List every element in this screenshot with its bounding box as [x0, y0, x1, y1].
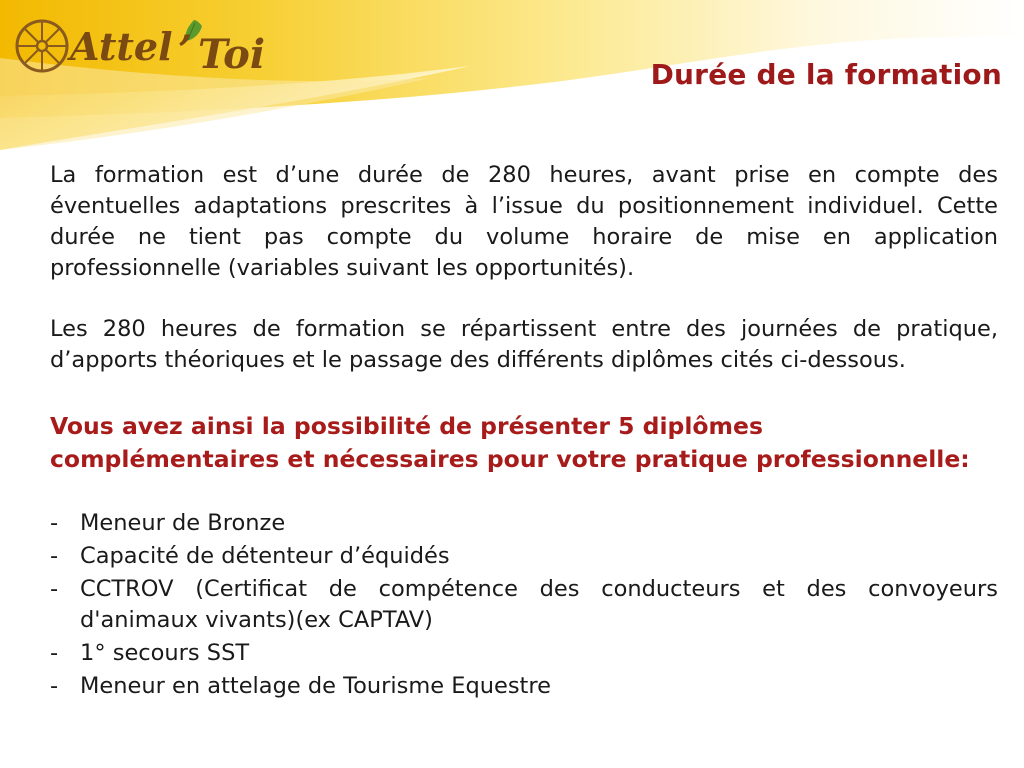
list-marker: - [50, 510, 59, 536]
page-title: Durée de la formation [650, 58, 1002, 91]
list-item-label: CCTROV (Certificat de compétence des conducteurs et des convoyeurs d'animaux vivants)(ex CAPTAV) [80, 576, 998, 633]
list-item-label: Meneur de Bronze [80, 510, 286, 536]
list-item-label: Meneur en attelage de Tourisme Equestre [80, 673, 551, 699]
header-banner [0, 0, 1024, 150]
list-marker: - [50, 576, 59, 602]
paragraph-duration: La formation est d’une durée de 280 heures, avant prise en compte des éventuelles adaptations prescrites à l’issue du positionnement individuel. Cette durée ne tient pas compte du volume horaire de mise en application professionnelle (variables suivant les opportunités). [50, 162, 998, 281]
list-marker: - [50, 640, 59, 666]
list-marker: - [50, 543, 59, 569]
highlight-statement: Vous avez ainsi la possibilité de présenter 5 diplômes complémentaires et nécessaires pour votre pratique professionnelle: [50, 412, 970, 473]
svg-text:’: ’ [178, 27, 192, 74]
svg-text:Toi: Toi [198, 31, 266, 78]
list-item [50, 541, 998, 572]
spacer [50, 284, 998, 314]
list-item-label: Capacité de détenteur d’équidés [80, 543, 450, 569]
spacer [50, 476, 998, 508]
list-marker: - [50, 673, 59, 699]
svg-text:Attel: Attel [70, 24, 173, 69]
diplomas-list [50, 508, 998, 702]
wheel-icon [17, 21, 67, 71]
list-item [50, 508, 998, 539]
list-item [50, 671, 998, 702]
attel-toi-logo [12, 14, 274, 80]
paragraph-breakdown: Les 280 heures de formation se répartissent entre des journées de pratique, d’apports théoriques et le passage des différents diplômes cités ci-dessous. [50, 316, 998, 373]
list-item-label: 1° secours SST [80, 640, 250, 666]
list-item [50, 574, 998, 636]
list-item [50, 638, 998, 669]
spacer [50, 376, 998, 410]
slide-content [50, 160, 998, 704]
